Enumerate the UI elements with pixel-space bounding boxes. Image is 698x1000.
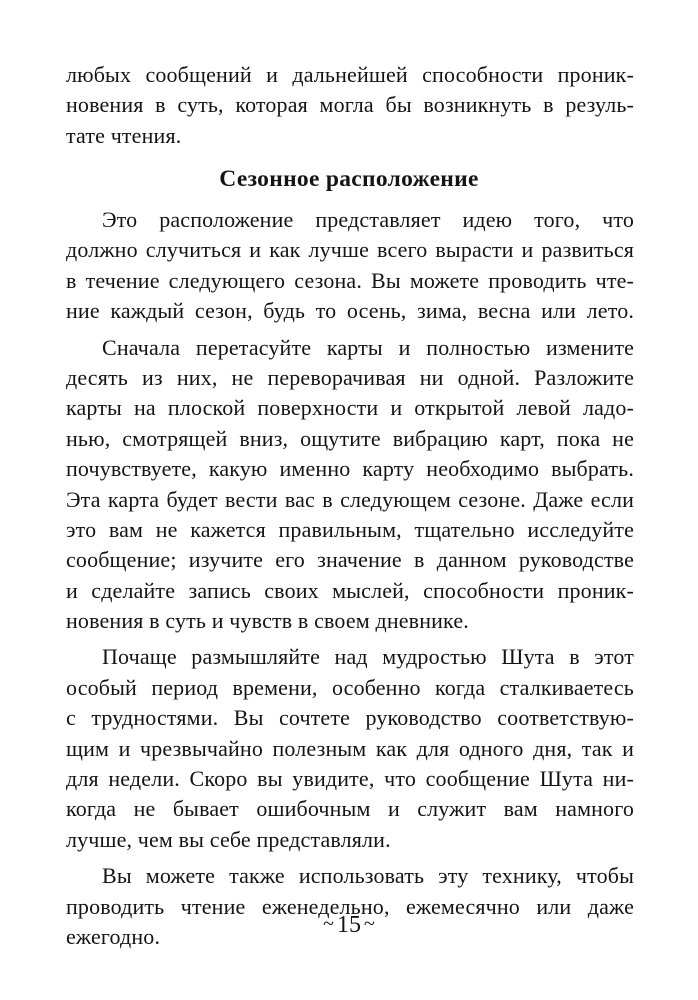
text-line: ние каждый сезон, будь то осень, зима, весна или лето.	[66, 298, 634, 324]
text-line: десять из них, не переворачивая ни одной. Разложите	[66, 364, 634, 390]
text-line: новения в суть, которая могла бы возникнуть в резуль-	[66, 92, 634, 118]
text-line: Вы можете также использовать эту технику, чтобы	[102, 863, 634, 889]
text-line: Это расположение представляет идею того, что	[102, 207, 634, 232]
text-line: это вам не кажется правильным, тщательно исследуйте	[66, 516, 634, 542]
text-line: в течение следующего сезона. Вы можете проводить чте-	[66, 267, 634, 293]
text-line: Почаще размышляйте над мудростью Шута в этот	[102, 644, 634, 670]
paragraph-2	[66, 333, 634, 637]
continuation-paragraph	[66, 60, 634, 151]
section-title: Сезонное расположение	[219, 166, 479, 192]
text-line: щим и чрезвычайно полезным как для одного дня, так и	[66, 735, 634, 761]
text-line: Сначала перетасуйте карты и полностью измените	[102, 334, 634, 360]
text-line: Эта карта будет вести вас в следующем сезоне. Даже если	[66, 486, 634, 512]
text-line: и сделайте запись своих мыслей, способности проник-	[66, 577, 634, 603]
paragraph-1	[66, 205, 634, 327]
text-line: новения в суть и чувств в своем дневнике.	[66, 608, 469, 634]
text-line: когда не бывает ошибочным и служит вам намного	[66, 796, 634, 822]
ornament-left: ~	[323, 913, 334, 935]
text-line: почувствуете, какую именно карту необходимо выбрать.	[66, 456, 634, 482]
text-line: нью, смотрящей вниз, ощутите вибрацию карт, пока не	[66, 425, 634, 451]
text-line: с трудностями. Вы сочтете руководство соответствую-	[66, 705, 634, 731]
text-line: особый период времени, особенно когда сталкиваетесь	[66, 674, 634, 700]
paragraph-3	[66, 642, 634, 855]
text-line: для недели. Скоро вы увидите, что сообщение Шута ни-	[66, 766, 634, 792]
ornament-right: ~	[364, 913, 375, 935]
text-line: проводить чтение еженедельно, ежемесячно или даже	[66, 893, 634, 919]
text-line: карты на плоской поверхности и открытой левой ладо-	[66, 395, 634, 421]
text-line: лучше, чем вы себе представляли.	[66, 826, 391, 852]
text-line: любых сообщений и дальнейшей способности проник-	[66, 62, 634, 87]
page-number-footer	[0, 912, 698, 939]
body-text	[66, 205, 634, 952]
page-number: 15	[337, 912, 361, 938]
text-line: ежегодно.	[66, 923, 161, 949]
text-line: тате чтения.	[66, 122, 182, 148]
text-line: сообщение; изучите его значение в данном руководстве	[66, 547, 634, 573]
text-line: должно случиться и как лучше всего вырасти и развиться	[66, 237, 634, 263]
